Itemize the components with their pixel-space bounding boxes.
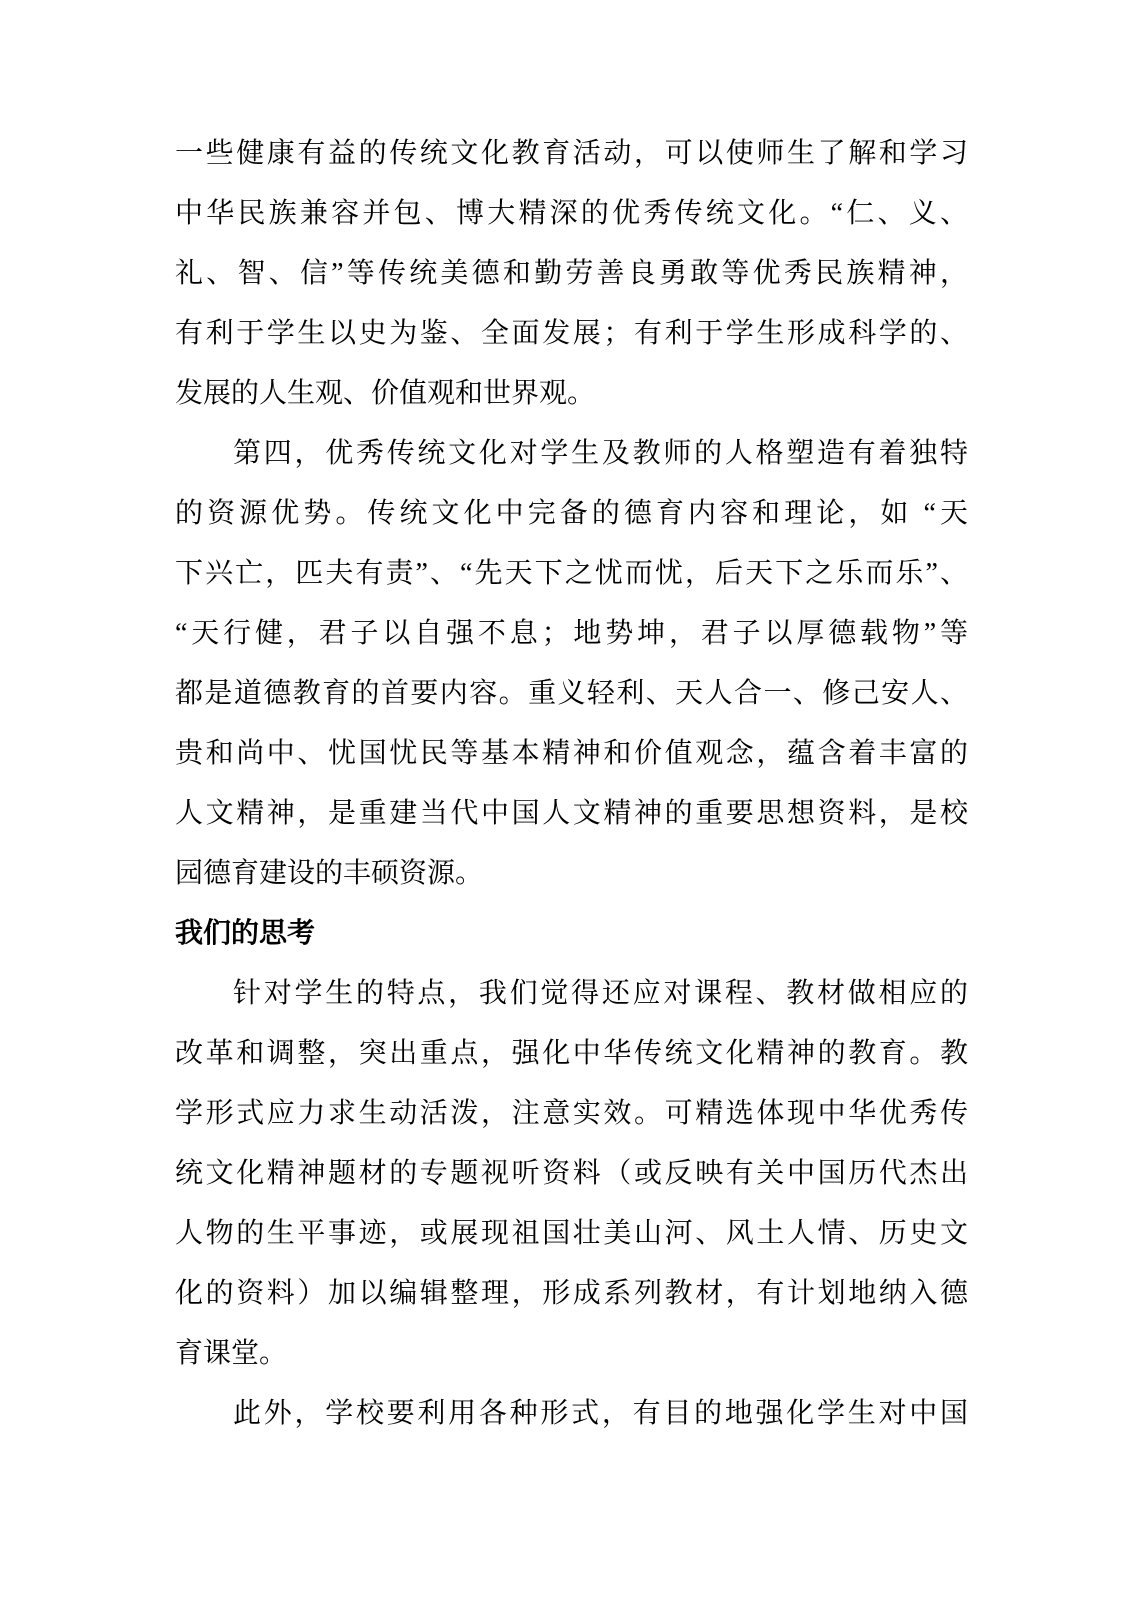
page-content [175,124,968,1444]
paragraph-line: 发展的人生观、价值观和世界观。 [175,378,596,409]
paragraph-line: 化的资料）加以编辑整理，形成系列教材，有计划地纳入德 [175,1278,968,1309]
section-heading: 我们的思考 [175,918,316,949]
paragraph-line: 中华民族兼容并包、博大精深的优秀传统文化。“仁、义、 [175,198,968,229]
paragraph-line: 有利于学生以史为鉴、全面发展；有利于学生形成科学的、 [175,318,968,349]
paragraph-line: 的资源优势。传统文化中完备的德育内容和理论，如 “天 [175,498,968,529]
paragraph-line: 第四，优秀传统文化对学生及教师的人格塑造有着独特 [233,438,968,469]
paragraph-line: 学形式应力求生动活泼，注意实效。可精选体现中华优秀传 [175,1098,968,1129]
paragraph-line: 改革和调整，突出重点，强化中华传统文化精神的教育。教 [175,1038,968,1069]
paragraph-line: 人物的生平事迹，或展现祖国壮美山河、风土人情、历史文 [175,1218,968,1249]
paragraph-line: 园德育建设的丰硕资源。 [175,858,484,889]
paragraph-line: 下兴亡，匹夫有责”、“先天下之忧而忧，后天下之乐而乐”、 [175,558,968,589]
paragraph-line: 贵和尚中、忧国忧民等基本精神和价值观念，蕴含着丰富的 [175,738,968,769]
paragraph-line: 针对学生的特点，我们觉得还应对课程、教材做相应的 [233,978,968,1009]
paragraph-line: 都是道德教育的首要内容。重义轻利、天人合一、修己安人、 [175,678,968,709]
paragraph-line: 统文化精神题材的专题视听资料（或反映有关中国历代杰出 [175,1158,968,1189]
paragraph-line: 礼、智、信”等传统美德和勤劳善良勇敢等优秀民族精神， [175,258,968,289]
paragraph-line: 育课堂。 [175,1338,288,1369]
paragraph-line: “天行健，君子以自强不息；地势坤，君子以厚德载物”等 [175,618,968,649]
paragraph-line: 一些健康有益的传统文化教育活动，可以使师生了解和学习 [175,138,968,169]
paragraph-line: 人文精神，是重建当代中国人文精神的重要思想资料，是校 [175,798,968,829]
paragraph-line: 此外，学校要利用各种形式，有目的地强化学生对中国 [233,1398,968,1429]
